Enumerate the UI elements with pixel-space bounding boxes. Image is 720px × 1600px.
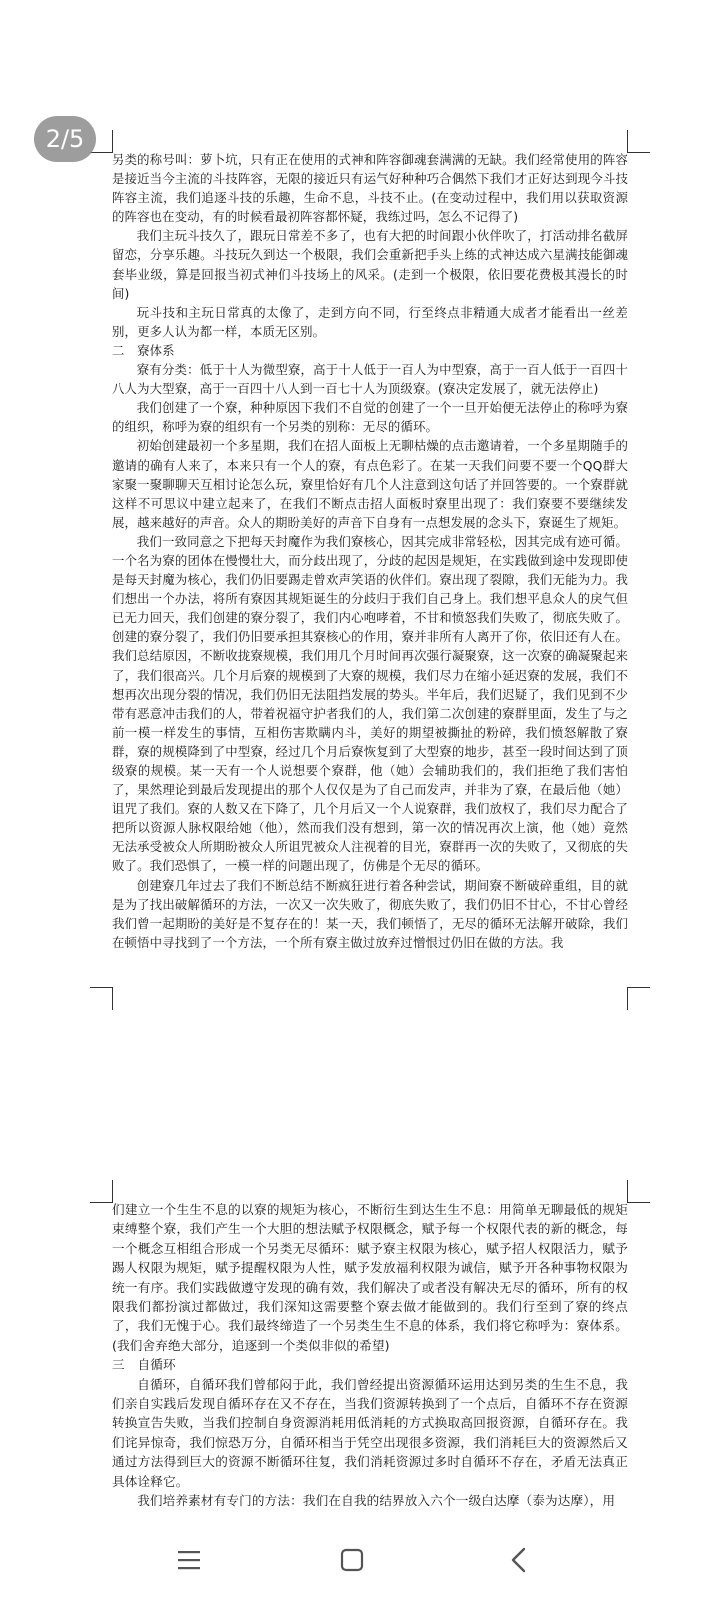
page-corner-mark	[627, 987, 650, 1010]
page-corner-mark	[90, 987, 113, 1010]
paragraph: 寮有分类：低于十人为微型寮，高于十人低于一百人为中型寮，高于一百人低于一百四十八人为大型寮，高于一百四十八人到一百七十人为顶级寮。(寮决定发展了，就无法停止)	[112, 362, 628, 397]
paragraph: 我们一致同意之下把每天封魔作为我们寮核心，因其完成非常轻松，因其完成有迹可循。一个名为寮的团体在慢慢壮大，而分歧出现了，分歧的起因是规矩，在实践做到途中发现即使是每天封魔为核心，我们仍旧要踢走曾欢声笑语的伙伴们。寮出现了裂隙，我们无能为力。我们想出一个办法，将所有寮因其规矩诞生的分歧归于我们自己身上。我们想平息众人的戾气但已无力回天，我们创建的寮分裂了，我们内心咆哮着，不甘和愤怒我们失败了，彻底失败了。创建的寮分裂了，我们仍旧要承担其寮核心的作用，寮并非所有人离开了你，依旧还有人在。我们总结原因，不断收拢寮规模，我们用几个月时间再次强行凝聚寮，这一次寮的确凝聚起来了，我们很高兴。几个月后寮的规模到了大寮的规模，我们尽力在缩小延迟寮的发展，我们不想再次出现分裂的情况，我们仍旧无法阻挡发展的势头。半年后，我们迟疑了，我们见到不少带有恶意冲击我们的人，带着祝福守护者我们的人，我们第二次创建的寮群里面，发生了与之前一模一样发生的事情，互相伤害欺瞒内斗，美好的期望被撕扯的粉碎，我们愤怒解散了寮群，寮的规模降到了中型寮，经过几个月后寮恢复到了大型寮的地步，甚至一段时间达到了顶级寮的规模。某一天有一个人说想要个寮群，他（她）会辅助我们的，我们拒绝了我们害怕了，果然理论到最后发现提出的那个人仅仅是为了自己而发声，并非为了寮，在最后他（她）诅咒了我们。寮的人数又在下降了，几个月后又一个人说寮群，我们放权了，我们尽力配合了把所以资源人脉权限给她（他），然而我们没有想到，第一次的情况再次上演，他（她）竟然无法承受被众人所期盼被众人所诅咒被众人注视着的目光，寮群再一次的失败了，又彻底的失败了。我们恐惧了，一模一样的问题出现了，仿佛是个无尽的循环。	[112, 533, 628, 874]
paragraph: 我们主玩斗技久了，跟玩日常差不多了，也有大把的时间跟小伙伴吹了，打活动排名截屏留恋，分享乐趣。斗技玩久到达一个极限，我们会重新把手头上练的式神达成六星满技能御魂套毕业级，算是回报当初式神们斗技场上的风采。(走到一个极限，依旧要花费极其漫长的时间)	[112, 228, 628, 301]
back-button[interactable]	[495, 1536, 543, 1584]
square-home-icon	[340, 1548, 364, 1572]
page-indicator: 2/5	[34, 116, 96, 162]
paragraph: 我们创建了一个寮，种种原因下我们不自觉的创建了一个一旦开始便无法停止的称呼为寮的组织，称呼为寮的组织有一个另类的别称：无尽的循环。	[112, 400, 628, 435]
paragraph: 玩斗技和主玩日常真的太像了，走到方向不同，行至终点非精通大成者才能看出一丝差别，更多人认为都一样，本质无区别。	[112, 304, 628, 339]
paragraph: 创建寮几年过去了我们不断总结不断疯狂进行着各种尝试，期间寮不断破碎重组，目的就是为了找出破解循环的方法，一次又一次失败了，彻底失败了，我们仍旧不甘心，不甘心曾经我们曾一起期盼的美好是不复存在的！某一天，我们顿悟了，无尽的循环无法解开破除，我们在顿悟中寻找到了一个方法，一个所有寮主做过放弃过憎恨过仍旧在做的方法。我	[112, 877, 628, 950]
page-text	[112, 150, 628, 952]
chevron-left-icon	[509, 1547, 529, 1573]
paragraph: 自循环，自循环我们曾郁闷于此，我们曾经提出资源循环运用达到另类的生生不息，我们亲自实践后发现自循环存在又不存在，当我们资源转换到了一个点后，自循环不存在资源转换宣告失败，当我们控制自身资源消耗用低消耗的方式换取高回报资源，自循环存在。我们诧异惊奇，我们惊恐万分，自循环相当于凭空出现很多资源，我们消耗巨大的资源然后又通过方法得到巨大的资源不断循环往复，我们消耗资源过多时自循环不存在，矛盾无法真正具体诠释它。	[112, 1376, 628, 1489]
home-button[interactable]	[328, 1536, 376, 1584]
paragraph: 我们培养素材有专门的方法：我们在自我的结界放入六个一级白达摩（泰为达摩），用	[137, 1493, 616, 1509]
menu-lines-icon	[176, 1549, 202, 1571]
paragraph: 另类的称号叫：萝卜坑，只有正在使用的式神和阵容御魂套满满的无缺。我们经常使用的阵容是接近当今主流的斗技阵容，无限的接近只有运气好种种巧合偶然下我们才正好达到现今斗技阵容主流，我们追逐斗技的乐趣，生命不息，斗技不止。(在变动过程中，我们用以获取资源的阵容也在变动，有的时候看最初阵容都怀疑，我练过吗，怎么不记得了)	[112, 152, 628, 225]
page-text	[112, 1200, 628, 1511]
system-navigation-bar	[0, 1520, 720, 1600]
document-page	[90, 130, 650, 1010]
paragraph: 初始创建最初一个多星期，我们在招人面板上无聊枯燥的点击邀请着，一个多星期随手的邀请的确有人来了，本来只有一个人的寮，有点色彩了。在某一天我们问要不要一个QQ群大家聚一聚聊聊天互相讨论怎么玩，寮里恰好有几个人注意到这句话了并回答要的。一个寮群就这样不可思议中建立起来了，在我们不断点击招人面板时寮里出现了：我们寮要不要继续发展，越来越好的声音。众人的期盼美好的声音下自身有一点想发展的念头下，寮诞生了规矩。	[112, 438, 628, 530]
page-corner-mark	[627, 1180, 650, 1203]
recent-apps-button[interactable]	[165, 1536, 213, 1584]
page-corner-mark	[90, 1180, 113, 1203]
document-page	[90, 1180, 650, 1530]
section-heading: 三 自循环	[112, 1357, 176, 1373]
page-corner-mark	[627, 130, 650, 153]
section-heading: 二 寮体系	[112, 342, 175, 358]
paragraph: 们建立一个生生不息的以寮的规矩为核心，不断衍生到达生生不息：用简单无聊最低的规矩束缚整个寮，我们产生一个大胆的想法赋予权限概念，赋予每一个权限代表的新的概念，每一个概念互相组合形成一个另类无尽循环：赋予寮主权限为核心，赋予招人权限活力，赋予踢人权限为规矩，赋予提醒权限为人性，赋予发放福利权限为诚信，赋予开各种事物权限为统一有序。我们实践做遵守发现的确有效，我们解决了或者没有解决无尽的循环，所有的权限我们都扮演过都做过，我们深知这需要整个寮去做才能做到的。我们行至到了寮的终点了，我们无愧于心。我们最终缔造了一个另类生生不息的体系，我们将它称呼为：寮体系。(我们舍弃绝大部分，追逐到一个类似非似的希望)	[112, 1202, 628, 1353]
